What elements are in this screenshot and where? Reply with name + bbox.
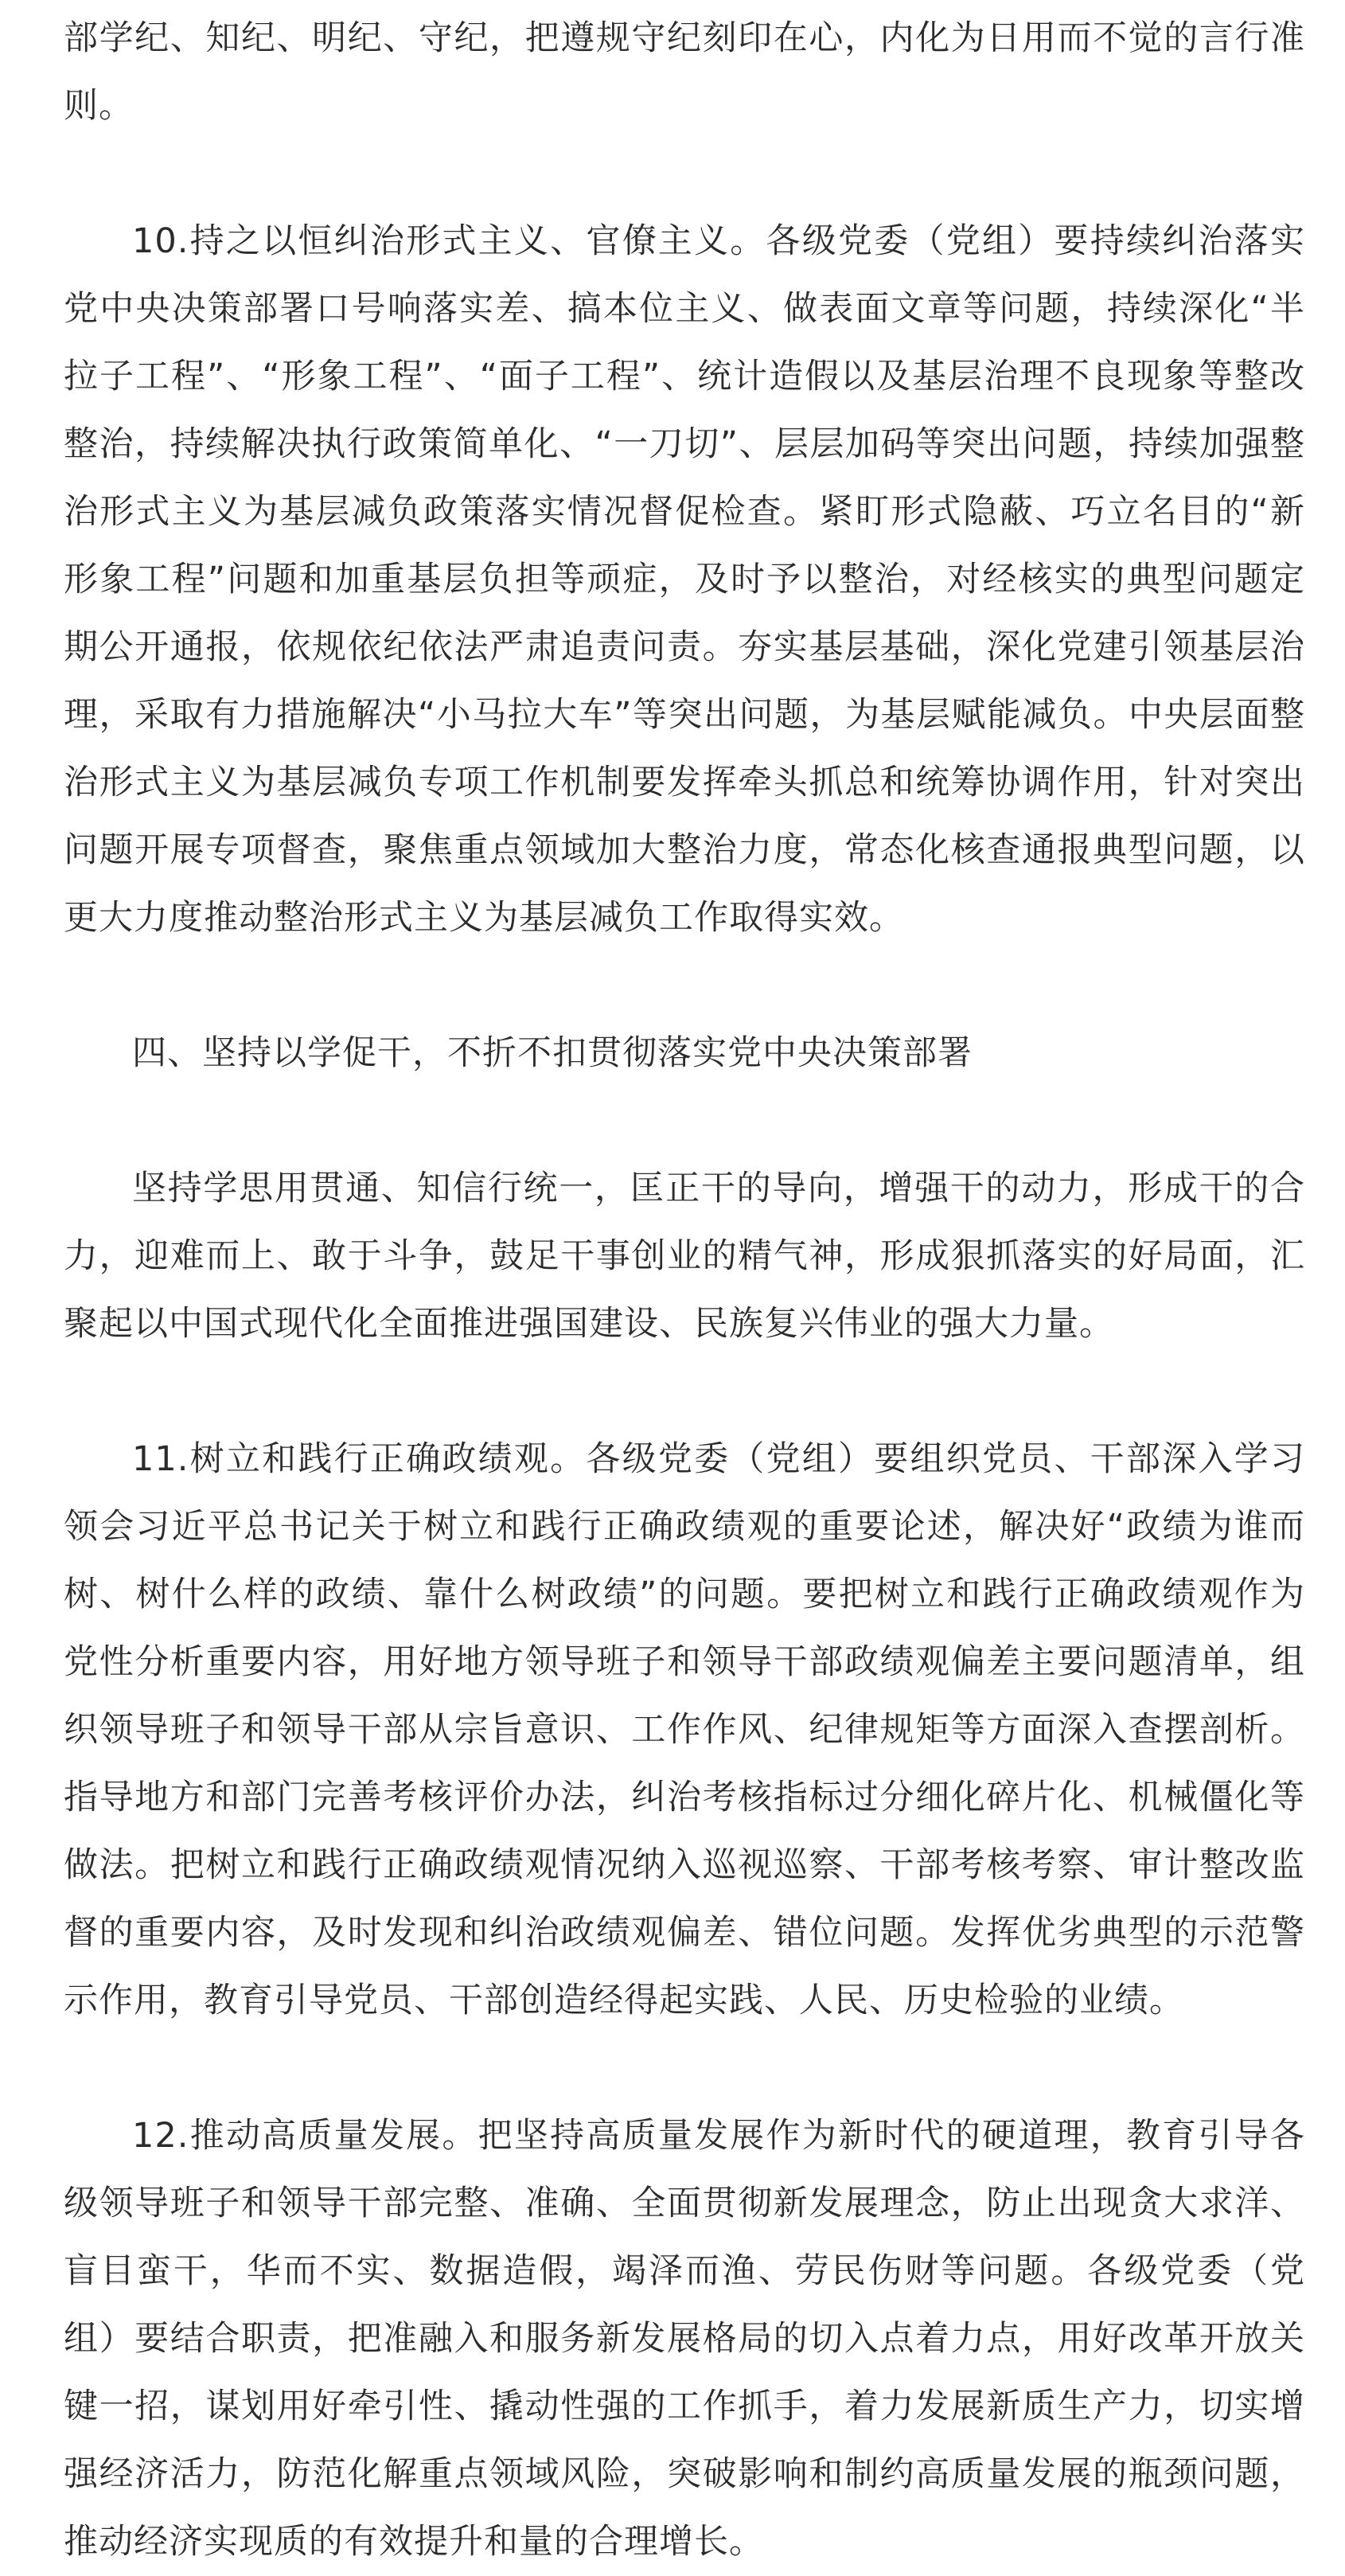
article-body	[64, 0, 1305, 2576]
paragraph-continuation: 部学纪、知纪、明纪、守纪，把遵规守纪刻印在心，内化为日用而不觉的言行准则。	[64, 18, 1305, 126]
section-heading-4: 四、坚持以学促干，不折不扣贯彻落实党中央决策部署	[132, 1033, 973, 1073]
paragraph-item-11: 11.树立和践行正确政绩观。各级党委（党组）要组织党员、干部深入学习领会习近平总书记关于树立和践行正确政绩观的重要论述，解决好“政绩为谁而树、树什么样的政绩、靠什么树政绩”的问题。要把树立和践行正确政绩观作为党性分析重要内容，用好地方领导班子和领导干部政绩观偏差主要问题清单，组织领导班子和领导干部从宗旨意识、工作作风、纪律规矩等方面深入查摆剖析。指导地方和部门完善考核评价办法，纠治考核指标过分细化碎片化、机械僵化等做法。把树立和践行正确政绩观情况纳入巡视巡察、干部考核考察、审计整改监督的重要内容，及时发现和纠治政绩观偏差、错位问题。发挥优劣典型的示范警示作用，教育引导党员、干部创造经得起实践、人民、历史检验的业绩。	[64, 1439, 1305, 2020]
paragraph-item-12: 12.推动高质量发展。把坚持高质量发展作为新时代的硬道理，教育引导各级领导班子和领导干部完整、准确、全面贯彻新发展理念，防止出现贪大求洋、盲目蛮干，华而不实、数据造假，竭泽而渔、劳民伤财等问题。各级党委（党组）要结合职责，把准融入和服务新发展格局的切入点着力点，用好改革开放关键一招，谋划用好牵引性、撬动性强的工作抓手，着力发展新质生产力，切实增强经济活力，防范化解重点领域风险，突破影响和制约高质量发展的瓶颈问题，推动经济实现质的有效提升和量的合理增长。	[64, 2116, 1305, 2562]
paragraph-section-4-intro: 坚持学思用贯通、知信行统一，匡正干的导向，增强干的动力，形成干的合力，迎难而上、敢于斗争，鼓足干事创业的精气神，形成狠抓落实的好局面，汇聚起以中国式现代化全面推进强国建设、民族复兴伟业的强大力量。	[64, 1169, 1305, 1344]
paragraph-item-10: 10.持之以恒纠治形式主义、官僚主义。各级党委（党组）要持续纠治落实党中央决策部署口号响落实差、搞本位主义、做表面文章等问题，持续深化“半拉子工程”、“形象工程”、“面子工程”、统计造假以及基层治理不良现象等整改整治，持续解决执行政策简单化、“一刀切”、层层加码等突出问题，持续加强整治形式主义为基层减负政策落实情况督促检查。紧盯形式隐蔽、巧立名目的“新形象工程”问题和加重基层负担等顽症，及时予以整治，对经核实的典型问题定期公开通报，依规依纪依法严肃追责问责。夯实基层基础，深化党建引领基层治理，采取有力措施解决“小马拉大车”等突出问题，为基层赋能减负。中央层面整治形式主义为基层减负专项工作机制要发挥牵头抓总和统筹协调作用，针对突出问题开展专项督查，聚焦重点领域加大整治力度，常态化核查通报典型问题，以更大力度推动整治形式主义为基层减负工作取得实效。	[64, 221, 1305, 938]
